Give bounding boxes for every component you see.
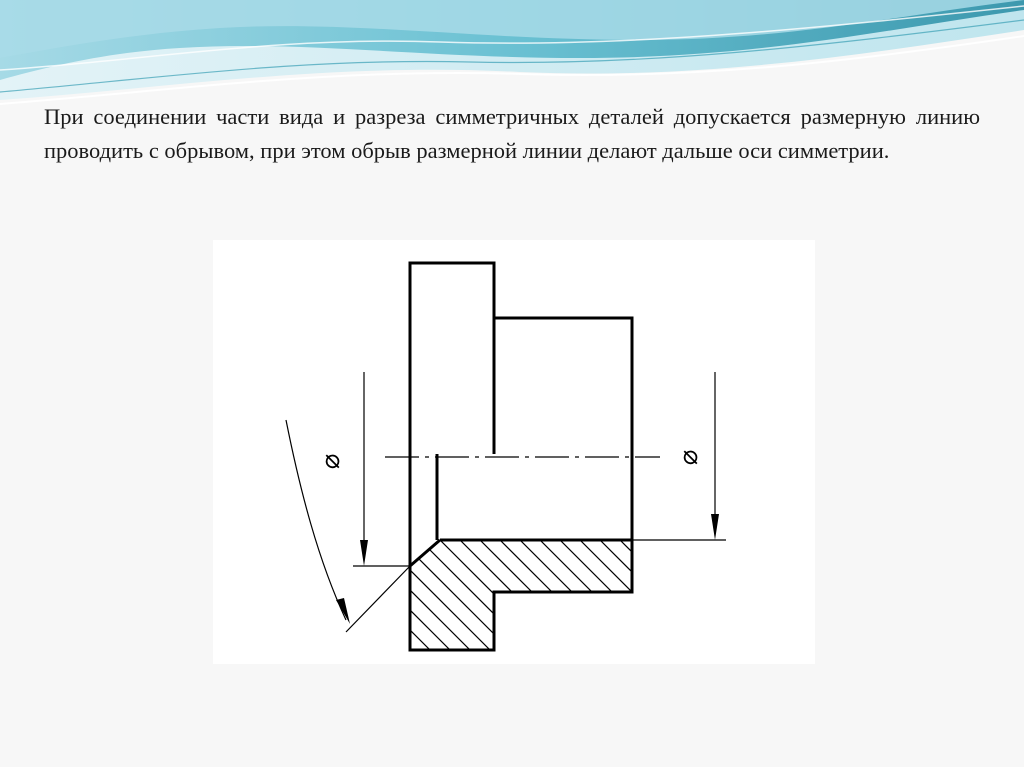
decorative-wave-header — [0, 0, 1024, 115]
left-dimension — [353, 372, 410, 566]
angle-arc — [286, 420, 346, 620]
angle-arrow — [336, 598, 350, 624]
right-dimension-arrow — [711, 514, 719, 540]
left-dimension-arrow — [360, 540, 368, 566]
angular-dimension — [286, 420, 410, 632]
chamfer-leader-line — [346, 566, 410, 632]
diameter-symbol-left: ⌀ — [316, 454, 346, 470]
technical-drawing — [213, 240, 815, 664]
technical-drawing-panel — [213, 240, 815, 664]
paragraph-text: При соединении части вида и разреза симметричных деталей допускается размерную линию проводить с обрывом, при этом обрыв размерной линии делают дальше оси симметрии. — [44, 104, 980, 163]
diameter-symbol-right: ⌀ — [674, 450, 704, 466]
chamfer-line — [410, 540, 440, 566]
